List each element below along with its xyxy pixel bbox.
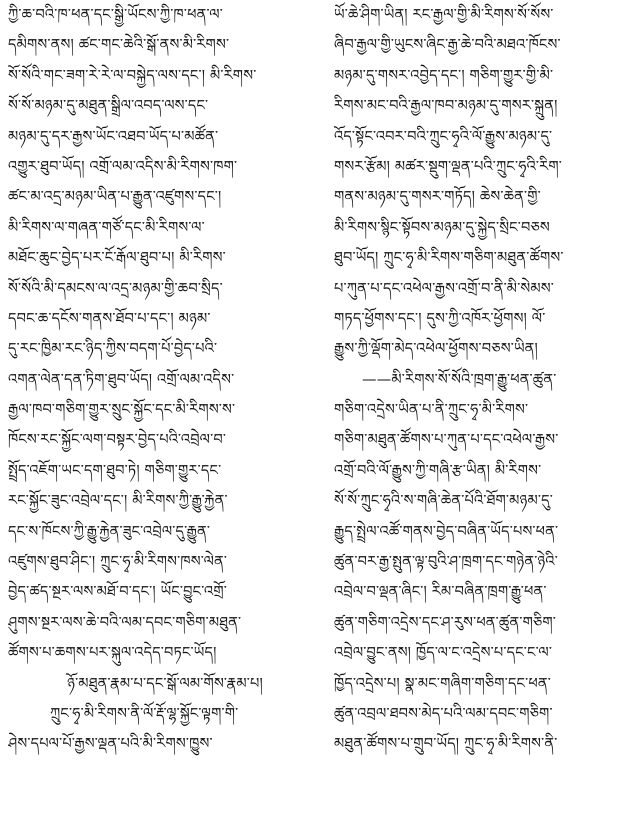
text-line: མཉམ་དུ་གསར་འབྱེད་དང་། གཅིག་གྱུར་གྱི་མི་ bbox=[334, 67, 554, 84]
text-line: ཀྱི་ཆ་བའི་ཁ་ཕན་དང་སྒྱི་ཡོངས་ཀྱི་ཁ་ཕན་ལ་ bbox=[8, 7, 223, 23]
text-line: གཅིག་མཐུན་ཚོགས་པ་ཀུན་པ་དང་འཕེལ་རྒྱས་ bbox=[334, 432, 559, 449]
text-line: མཐུན་ཚོགས་པ་གྲུབ་ཡོད། ཀྲུང་ཧྭ་མི་རིགས་ནི་ bbox=[334, 736, 558, 753]
text-line: དང་ས་ཁོངས་ཀྱི་རྒྱུ་རྐྱེན་ཟུང་འབྲེལ་དུ་རྒྱུན་ bbox=[8, 523, 211, 540]
text-line: མི་རིགས་སྙིང་སྟོབས་མཉམ་དུ་སྐྱེད་སྲིང་བཅས bbox=[334, 219, 550, 236]
text-line: ཡོ་ཆེ་ཤིག་ཡིན། རང་རྒྱལ་གྱི་མི་རིགས་སོ་སོས་ bbox=[334, 7, 554, 23]
text-line: གསར་རྩོམ། མཚར་སྡུག་ལྡན་པའི་ཀྲུང་ཧྭའི་རིག་ bbox=[334, 158, 563, 175]
text-line: སྤྲོད་འཇོག་ཡང་དག་ཐུབ་ཏེ། གཅིག་གྱུར་དང་ bbox=[8, 462, 222, 479]
text-line: མཉམ་དུ་དར་རྒྱས་ཡོང་འཐབ་ཡོད་པ་མཚོན་ bbox=[8, 128, 219, 145]
text-line: རང་སྐྱོང་ཟུང་འབྲེལ་དང་། མི་རིགས་ཀྱི་རྒྱུ་རྐྱེན་ bbox=[8, 493, 228, 510]
text-line: སོ་སོ་ཀྲུང་ཧྭའི་ས་གཞི་ཆེན་པོའི་ཐོག་མཉམ་དུ་ bbox=[334, 493, 553, 510]
text-line: ཚུན་འབྲལ་ཐབས་མེད་པའི་ལམ་དབང་གཅིག་ bbox=[334, 705, 553, 722]
text-line: ཁོངས་རང་སྐྱོང་ལག་བསྟར་བྱེད་པའི་འབྲེལ་བ་ bbox=[8, 432, 227, 449]
text-line: སོ་སོའི་གང་ཟག་རེ་རེ་ལ་བསྐྱེད་ལས་དང་། མི་རིགས་ bbox=[8, 67, 257, 84]
text-line: འབྲེལ་བྱུང་ནས། ཁྱོད་ལ་ང་འདྲེས་པ་དང་ང་ལ་ bbox=[334, 645, 553, 662]
text-line: ཁྱོད་འདྲེས་པ། སྣ་མང་གཞིག་གཅིག་དང་ཕན་ bbox=[334, 675, 551, 692]
text-line: འགྱུར་ཐུབ་ཡོད། འགྲོ་ལམ་འདིས་མི་རིགས་ཁག་ bbox=[8, 158, 238, 175]
text-line: མཐོང་ཆུང་བྱེད་པར་ངོ་རྒོལ་ཐུབ་པ། མི་རིགས་ bbox=[8, 250, 226, 267]
text-line: དུ་རང་ཁྱིམ་རང་ཉིད་ཀྱིས་བདག་པོ་བྱེད་པའི་ bbox=[8, 341, 218, 358]
text-line: དབང་ཆ་དངོས་གནས་ཐོབ་པ་དང་། མཉམ་ bbox=[8, 310, 211, 327]
subsection-heading: ——མི་རིགས་སོ་སོའི་ཁྲག་རྒྱུ་ཕན་ཚུན་ bbox=[362, 371, 557, 388]
text-line: རྒྱལ་ཁབ་གཅིག་གྱུར་སྲུང་སྐྱོང་དང་མི་རིགས་ས་ bbox=[8, 402, 236, 419]
text-line: འོད་སྟོང་འབར་བའི་ཀྲུང་ཧྭའི་ལོ་རྒྱུས་མཉམ་དུ་ bbox=[334, 128, 553, 145]
text-line: ཚུན་གཅིག་འདྲེས་དང་ཤ་རུས་ཕན་ཚུན་གཅིག་ bbox=[334, 614, 557, 631]
text-line: མི་རིགས་ལ་གཞན་གཙོ་དང་མི་རིགས་ལ་ bbox=[8, 219, 205, 236]
text-line: གཏད་ཕྱོགས་དང་། དུས་ཀྱི་འཁོར་ཕྱོགས། ལོ་ bbox=[334, 310, 546, 327]
text-line: འགན་ལེན་དན་ཏིག་ཐུབ་ཡོད། འགྲོ་ལམ་འདིས་ bbox=[8, 371, 235, 388]
text-line: པ་ཀུན་པ་དང་འཕེལ་རྒྱས་འགྲོ་བ་ནི་མི་སེམས་ bbox=[334, 280, 555, 297]
text-line: གནས་མཉམ་དུ་གསར་གཏོད། ཆེས་ཆེན་གྱི་ bbox=[334, 189, 541, 206]
text-line: འགྲོ་བའི་ལོ་རྒྱུས་ཀྱི་གཞི་རྩ་ཡིན། མི་རིགས་ bbox=[334, 462, 542, 479]
section-heading: ཉོ་མཐུན་རྣམ་པ་དང་སྒོ་ལམ་གོས་རྣམ་པ། bbox=[67, 675, 263, 692]
text-line: ཚོགས་པ་ཆགས་པར་སྐུལ་འདེད་བཏང་ཡོད། bbox=[8, 645, 217, 662]
text-line: ཐུབ་ཡོད། ཀྲུང་ཧྭ་མི་རིགས་གཅིག་མཐུན་ཚོགས་ bbox=[334, 250, 564, 267]
text-line: སོ་སོའི་མི་དམངས་ལ་འདྲ་མཉམ་གྱི་ཆབ་སྲིད་ bbox=[8, 280, 223, 297]
text-line: རིགས་མང་བའི་རྒྱལ་ཁབ་མཉམ་དུ་གསར་སྐྲུན། bbox=[334, 98, 558, 115]
text-line: ཞིབ་རྒྱལ་གྱི་ཡུངས་ཞིང་རྒྱ་ཆེ་བའི་མཐའ་ཁོངས་ bbox=[334, 37, 561, 54]
text-line: ཚང་མ་འདྲ་མཉམ་ཡིན་པ་རྒྱུན་འཛུགས་དང་། bbox=[8, 189, 222, 206]
text-line: གཅིག་འདྲེས་ཡིན་པ་ནི་ཀྲུང་ཧྭ་མི་རིགས་ bbox=[334, 402, 529, 419]
text-line: འཛུགས་ཐུབ་ཤིང་། ཀྲུང་ཧྭ་མི་རིགས་ཁས་ལེན་ bbox=[8, 554, 228, 571]
text-line: ཚུན་བར་རྒྱ་སྤུན་ལྟ་བུའི་ཤ་ཁྲག་དང་གཉེན་ཉེའི་ bbox=[334, 554, 558, 571]
text-line: ཀྲུང་ཧྭ་མི་རིགས་ནི་ལོ་རྡོ་ལྷ་སྐྱོང་ལྟག་གི་ bbox=[50, 705, 239, 722]
text-line: དམིགས་ནས། ཚང་གང་ཆེའི་སྒོ་ནས་མི་རིགས་ bbox=[8, 37, 230, 54]
text-line: ཤུགས་སྔར་ལས་ཆེ་བའི་ལམ་དབང་གཅིག་མཐུན་ bbox=[8, 614, 242, 631]
text-line: རྒྱུད་སྤྲེལ་འཚོ་གནས་བྱེད་བཞིན་ཡོད་པས་ཕན་ bbox=[334, 523, 559, 540]
right-text-column bbox=[334, 0, 634, 760]
text-line: རྒྱུས་ཀྱི་ལྡོག་མེད་འཕེལ་ཕྱོགས་བཅས་ཡིན། bbox=[334, 341, 538, 358]
text-line: ཤེས་དཔལ་པོ་རྒྱས་ལྡན་པའི་མི་རིགས་ཁྱུས་ bbox=[8, 736, 213, 753]
text-line: སོ་སོ་མཉམ་དུ་མཐུན་སྒྲིལ་འབད་ལས་དང་ bbox=[8, 98, 209, 115]
left-text-column bbox=[8, 0, 308, 760]
text-line: འབྲེལ་བ་ལྡན་ཞིང་། རིམ་བཞིན་ཁྲག་རྒྱུ་ཕན་ bbox=[334, 584, 547, 601]
text-line: བྱེད་ཚད་སྔར་ལས་མཐོ་བ་དང་། ཡོང་བྱུང་འགྲོ་ bbox=[8, 584, 228, 601]
